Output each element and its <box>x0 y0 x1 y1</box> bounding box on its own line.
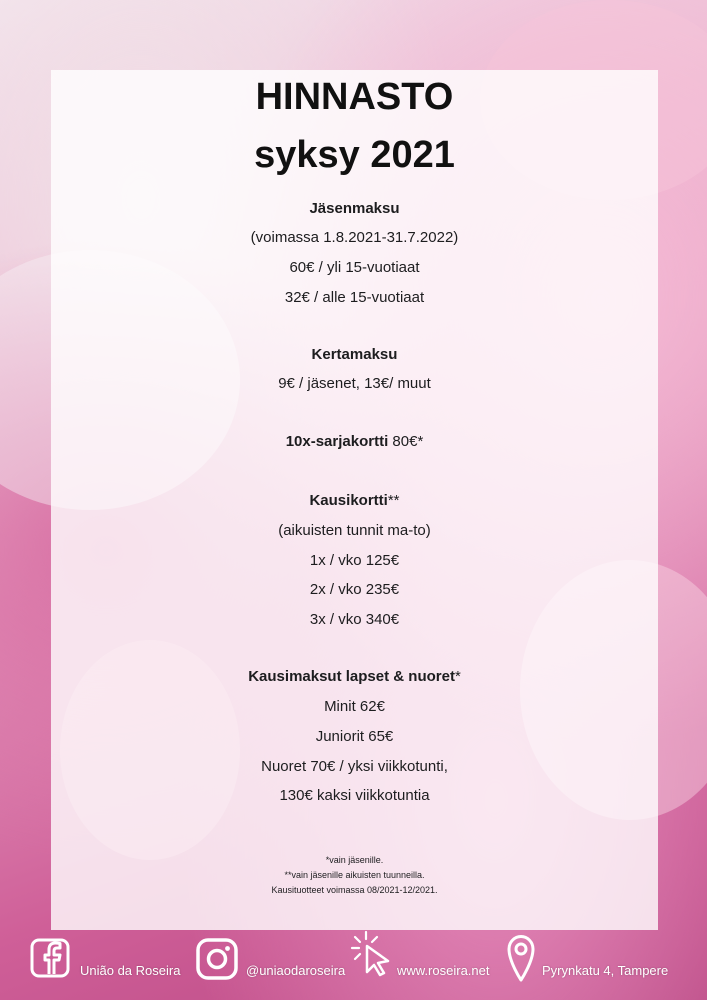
season-note: (aikuisten tunnit ma-to) <box>278 522 431 539</box>
season-price-3: 3x / vko 340€ <box>309 611 400 628</box>
season-heading: Kausikortti <box>309 492 388 509</box>
kids-minit: Minit 62€ <box>324 698 385 715</box>
website-link[interactable]: www.roseira.net <box>397 963 490 978</box>
single-heading: Kertamaksu <box>311 346 398 363</box>
footnote-1: *vain jäsenille. <box>325 855 384 865</box>
membership-under15: 32€ / alle 15-vuotiaat <box>284 289 425 306</box>
kids-juniorit: Juniorit 65€ <box>315 728 394 745</box>
kids-nuoret-1: Nuoret 70€ / yksi viikkotunti, <box>261 758 448 775</box>
kids-mark: * <box>454 668 461 685</box>
facebook-icon[interactable] <box>30 938 70 983</box>
kids-nuoret-2: 130€ kaksi viikkotuntia <box>279 787 430 804</box>
page-title: HINNASTO <box>255 76 454 118</box>
season-price-1: 1x / vko 125€ <box>309 552 400 569</box>
instagram-label[interactable]: @uniaodaroseira <box>246 963 346 978</box>
membership-over15: 60€ / yli 15-vuotiaat <box>289 259 420 276</box>
series-line <box>51 434 658 449</box>
membership-validity: (voimassa 1.8.2021-31.7.2022) <box>250 229 459 246</box>
cursor-click-icon[interactable] <box>350 930 394 983</box>
single-price: 9€ / jäsenet, 13€/ muut <box>278 375 431 392</box>
facebook-label[interactable]: União da Roseira <box>80 963 181 978</box>
season-price-2: 2x / vko 235€ <box>309 581 400 598</box>
kids-heading: Kausimaksut lapset & nuoret <box>248 668 455 685</box>
location-pin-icon[interactable] <box>506 934 536 987</box>
address-label[interactable]: Pyrynkatu 4, Tampere <box>542 963 669 978</box>
membership-heading: Jäsenmaksu <box>309 200 400 217</box>
series-price: 80€* <box>392 433 424 450</box>
footnote-3: Kausituotteet voimassa 08/2021-12/2021. <box>271 885 438 895</box>
footnote-2: **vain jäsenille aikuisten tuunneilla. <box>284 870 425 880</box>
contact-footer <box>0 930 707 1000</box>
season-heading-line <box>51 493 658 508</box>
series-heading: 10x-sarjakortti <box>285 433 389 450</box>
page-subtitle: syksy 2021 <box>254 134 455 176</box>
kids-heading-line <box>51 669 658 684</box>
season-mark: ** <box>387 492 400 509</box>
instagram-icon[interactable] <box>196 938 238 985</box>
